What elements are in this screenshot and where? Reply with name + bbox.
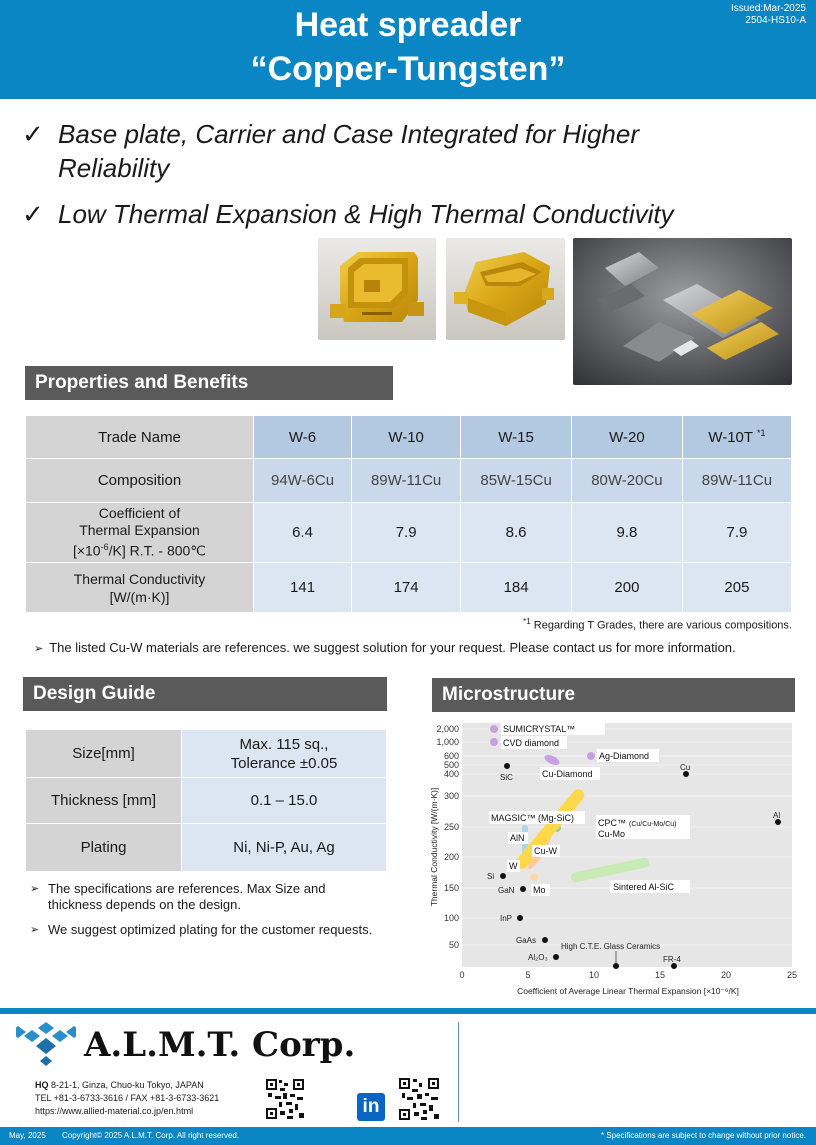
footnote	[523, 617, 792, 632]
cte-cell: 8.6	[461, 503, 572, 563]
reference-text: The listed Cu-W materials are references. we suggest solution for your request. Please contact us for more information.	[49, 640, 736, 655]
bullet-text: Low Thermal Expansion & High Thermal Conductivity	[58, 199, 674, 229]
region-ag-diamond	[587, 752, 595, 760]
y-tick-label: 1,000	[436, 737, 459, 747]
check-icon: ✓	[22, 119, 44, 149]
linkedin-qr-code-icon[interactable]	[398, 1077, 440, 1121]
company-address	[35, 1079, 219, 1118]
page-subtitle: “Copper-Tungsten”	[250, 50, 566, 88]
tc-cell: 174	[352, 563, 461, 613]
region-label: SUMICRYSTAL™	[503, 724, 576, 734]
footer-copyright: Copyright© 2025 A.L.M.T. Corp. All right reserved.	[62, 1131, 240, 1140]
region-label: MAGSIC™ (Mg-SiC)	[491, 813, 574, 823]
doc-code: 2504-HS10-A	[745, 15, 806, 26]
point-glass-ceramics	[613, 963, 619, 969]
region-label: AlN	[510, 833, 525, 843]
section-header-design-guide: Design Guide	[23, 677, 387, 711]
company-logo-icon	[16, 1022, 76, 1070]
tc-cell: 184	[461, 563, 572, 613]
cte-label-2: Thermal Expansion	[79, 522, 200, 539]
cte-cell: 6.4	[254, 503, 352, 563]
composition-cell: 89W-11Cu	[352, 459, 461, 503]
table-row	[26, 416, 792, 459]
properties-table	[25, 415, 792, 613]
point-al2o3	[553, 954, 559, 960]
composition-cell: 89W-11Cu	[682, 459, 791, 503]
x-tick-label: 5	[525, 970, 531, 980]
grade-name: W-10T	[708, 429, 753, 446]
row-header-composition: Composition	[26, 459, 254, 503]
dg-label: Size[mm]	[26, 730, 182, 778]
dg-value: 0.1 – 15.0	[182, 778, 387, 824]
point-label: Cu	[680, 763, 691, 772]
issued-date: Issued:Mar-2025	[730, 3, 806, 14]
footer-vertical-divider	[458, 1022, 459, 1122]
region-label: Cu-W	[534, 846, 557, 856]
composition-cell: 80W-20Cu	[572, 459, 683, 503]
design-note-text: We suggest optimized plating for the customer requests.	[48, 922, 373, 937]
point-label: GaN	[498, 886, 515, 895]
region-label: W	[509, 861, 518, 871]
point-label: Si	[487, 872, 495, 881]
composition-cell: 94W-6Cu	[254, 459, 352, 503]
point-label: GaAs	[516, 936, 537, 945]
point-label: Al₂O₃	[528, 953, 548, 962]
cte-label-3	[26, 539, 253, 560]
arrow-icon: ➢	[34, 643, 44, 655]
y-tick-label: 100	[443, 913, 459, 923]
y-tick-label: 50	[448, 940, 459, 950]
region-label: Cu-Diamond	[542, 769, 593, 779]
footnote-text: Regarding T Grades, there are various compositions.	[530, 619, 792, 632]
region-label: Sintered Al-SiC	[613, 882, 675, 892]
y-tick-label: 400	[443, 769, 459, 779]
row-header-cte	[26, 503, 254, 563]
footer-disclaimer: * Specifications are subject to change without prior notice.	[600, 1131, 806, 1140]
table-row	[26, 778, 387, 824]
dg-label: Thickness [mm]	[26, 778, 182, 824]
y-tick-label: 150	[443, 883, 459, 893]
x-tick-label: 25	[786, 970, 798, 980]
cte-label-1: Coefficient of	[98, 505, 181, 522]
y-tick-label: 250	[443, 822, 459, 832]
region-cvd-diamond	[490, 738, 498, 746]
bullet-text: Base plate, Carrier and Case Integrated for Higher	[58, 119, 639, 149]
dg-value: Ni, Ni-P, Au, Ag	[182, 824, 387, 872]
grade-cell: W-10	[352, 416, 461, 459]
footnote-mark: *1	[523, 617, 531, 626]
point-gan	[520, 886, 526, 892]
design-note	[30, 922, 400, 940]
footer-bar	[0, 1127, 816, 1145]
point-sic	[504, 763, 510, 769]
table-row	[26, 563, 792, 613]
point-label: SiC	[500, 773, 513, 782]
hq-label: HQ	[35, 1080, 49, 1090]
y-tick-label: 600	[443, 751, 459, 761]
cte-cell: 7.9	[682, 503, 791, 563]
point-label: Al	[773, 811, 781, 820]
region-label: Cu-Mo	[598, 829, 626, 839]
page-header	[0, 0, 816, 99]
tc-cell: 205	[682, 563, 791, 613]
check-icon: ✓	[22, 199, 44, 229]
point-inp	[517, 915, 523, 921]
y-tick-label: 2,000	[436, 724, 459, 734]
bullet-reliability	[22, 117, 782, 187]
footnote-mark: *1	[756, 428, 766, 438]
x-tick-label: 15	[654, 970, 666, 980]
arrow-icon: ➢	[30, 883, 40, 895]
region-label: CPC™	[598, 818, 627, 828]
region-label: Ag-Diamond	[599, 751, 650, 761]
address-line	[35, 1079, 219, 1092]
composition-cell: 85W-15Cu	[461, 459, 572, 503]
tc-cell: 141	[254, 563, 352, 613]
x-tick-label: 20	[720, 970, 732, 980]
address-text: 8-21-1, Ginza, Chuo-ku Tokyo, JAPAN	[51, 1080, 204, 1090]
x-tick-label: 10	[588, 970, 600, 980]
cte-unit-exp: -6	[100, 542, 109, 553]
product-photo-case-1	[318, 238, 436, 340]
y-tick-label: 500	[443, 760, 459, 770]
design-note-text: thickness depends on the design.	[48, 897, 241, 912]
cte-unit-b: /K] R.T. - 800℃	[108, 542, 207, 559]
arrow-icon: ➢	[30, 924, 40, 936]
grade-cell: W-20	[572, 416, 683, 459]
dg-value	[182, 730, 387, 778]
section-header-microstructure: Microstructure	[432, 678, 795, 712]
table-row	[26, 824, 387, 872]
table-row	[26, 503, 792, 563]
design-guide-table	[25, 729, 387, 872]
tc-label-2: [W/(m·K)]	[109, 588, 170, 605]
linkedin-icon[interactable]: in	[357, 1093, 385, 1121]
cte-cell: 7.9	[352, 503, 461, 563]
point-gaas	[542, 937, 548, 943]
bullet-thermal	[22, 197, 782, 231]
point-label: FR-4	[663, 955, 681, 964]
design-note	[30, 881, 400, 915]
y-axis-label: Thermal Conductivity [W/(m·K)]	[429, 787, 439, 907]
region-sumicrystal	[490, 725, 498, 733]
footer-date: May, 2025	[9, 1131, 46, 1140]
region-label-small: (Cu/Cu-Mo/Cu)	[629, 821, 677, 828]
page-title: Heat spreader	[294, 6, 522, 44]
table-row	[26, 730, 387, 778]
tel-line: TEL +81-3-6733-3616 / FAX +81-3-6733-3621	[35, 1093, 220, 1103]
bullet-text: Reliability	[58, 153, 170, 183]
dg-value-line: Tolerance ±0.05	[230, 754, 338, 772]
grade-cell-w10t	[682, 416, 791, 459]
x-axis-label: Coefficient of Average Linear Thermal Expansion [×10⁻⁶/K]	[517, 986, 739, 996]
dg-label: Plating	[26, 824, 182, 872]
point-label: High C.T.E. Glass Ceramics	[561, 942, 661, 951]
x-tick-label: 0	[459, 970, 465, 980]
qr-code-icon[interactable]	[265, 1078, 305, 1120]
company-name: A.L.M.T. Corp.	[84, 1025, 356, 1065]
y-tick-label: 200	[443, 852, 459, 862]
point-label: InP	[500, 914, 513, 923]
point-si	[500, 873, 506, 879]
y-tick-label: 300	[443, 791, 459, 801]
product-photo-plates	[573, 238, 792, 385]
grade-cell: W-6	[254, 416, 352, 459]
design-note-text: The specifications are references. Max Size and	[48, 881, 326, 896]
url-line[interactable]: https://www.allied-material.co.jp/en.html	[35, 1106, 194, 1116]
row-header-conductivity	[26, 563, 254, 613]
region-label: CVD diamond	[503, 738, 560, 748]
table-row	[26, 459, 792, 503]
section-header-properties: Properties and Benefits	[25, 366, 393, 400]
product-photo-case-2	[446, 238, 565, 340]
tc-cell: 200	[572, 563, 683, 613]
issue-info	[731, 3, 806, 27]
thermal-map-chart	[428, 717, 798, 1002]
reference-note	[34, 640, 736, 655]
cte-cell: 9.8	[572, 503, 683, 563]
footer-divider	[0, 1008, 816, 1014]
dg-value-line: Max. 115 sq.,	[239, 735, 329, 753]
row-header-trade-name: Trade Name	[26, 416, 254, 459]
grade-cell: W-15	[461, 416, 572, 459]
region-mo	[530, 873, 538, 881]
cte-unit-a: [×10	[72, 542, 101, 559]
tc-label-1: Thermal Conductivity	[73, 570, 206, 587]
region-label: Mo	[533, 885, 546, 895]
